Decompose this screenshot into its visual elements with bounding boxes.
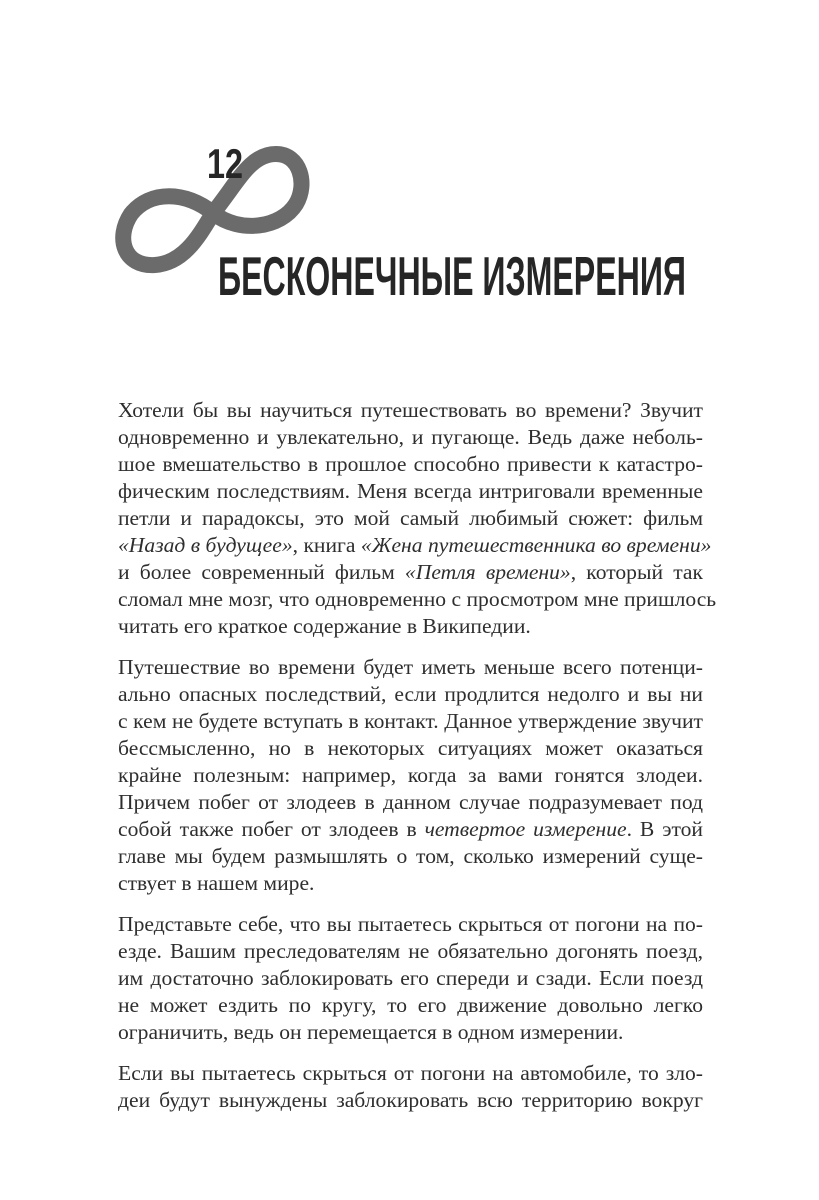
- text-segment: им достаточно заблокировать его спереди и сзади. Если поезд: [118, 966, 703, 990]
- text-segment: шое вмешательство в прошлое способно привести к катастро-: [118, 452, 703, 476]
- text-segment: читать его краткое содержание в Википедии.: [118, 614, 531, 638]
- text-line: [118, 870, 703, 897]
- text-segment: деи будут вынуждены заблокировать всю территорию вокруг: [118, 1088, 703, 1112]
- text-line: [118, 681, 703, 708]
- text-segment: и более современный фильм: [118, 560, 405, 584]
- text-line: [118, 613, 703, 640]
- text-line: [118, 789, 703, 816]
- text-segment: Если вы пытаетесь скрыться от погони на автомобиле, то зло-: [118, 1061, 703, 1085]
- text-line: [118, 708, 703, 735]
- text-line: [118, 478, 703, 505]
- paragraph-1: [118, 397, 717, 640]
- italic-title: «Жена путешественника во времени»: [360, 533, 712, 557]
- text-segment: Путешествие во времени будет иметь меньше всего потенци-: [118, 655, 703, 679]
- text-segment: ствует в нашем мире.: [118, 871, 315, 895]
- text-segment: , книга: [292, 533, 361, 557]
- italic-title: «Назад в будущее»: [118, 533, 293, 557]
- text-segment: Причем побег от злодеев в данном случае подразумевает под: [118, 790, 703, 814]
- text-line: [118, 532, 712, 559]
- text-line: [118, 1019, 703, 1046]
- text-segment: собой также побег от злодеев в: [118, 817, 425, 841]
- paragraph-3: [118, 911, 703, 1046]
- text-line: [118, 843, 703, 870]
- text-segment: главе мы будем размышлять о том, сколько измерений суще-: [118, 844, 703, 868]
- text-line: [118, 965, 703, 992]
- body-text: [118, 397, 717, 1128]
- text-segment: сломал мне мозг, что одновременно с просмотром мне пришлось: [118, 587, 717, 611]
- text-line: [118, 424, 703, 451]
- text-segment: не может ездить по кругу, то его движение довольно легко: [118, 993, 703, 1017]
- text-segment: одновременно и увлекательно, и пугающе. Ведь даже неболь-: [118, 425, 703, 449]
- text-segment: Хотели бы вы научиться путешествовать во времени? Звучит: [118, 398, 703, 422]
- text-segment: ально опасных последствий, если продлится недолго и вы ни: [118, 682, 703, 706]
- paragraph-4: [118, 1060, 703, 1114]
- text-segment: Представьте себе, что вы пытаетесь скрыться от погони на по-: [118, 912, 703, 936]
- text-segment: , который так: [570, 560, 703, 584]
- text-line: [118, 735, 703, 762]
- text-segment: езде. Вашим преследователям не обязательно догонять поезд,: [118, 939, 703, 963]
- text-segment: с кем не будете вступать в контакт. Данное утверждение звучит: [118, 709, 703, 733]
- text-line: [118, 911, 703, 938]
- text-line: [118, 505, 703, 532]
- text-line: [118, 559, 703, 586]
- text-line: [118, 451, 703, 478]
- text-segment: петли и парадоксы, это мой самый любимый сюжет: фильм: [118, 506, 703, 530]
- chapter-number: 12: [207, 140, 243, 187]
- chapter-title: БЕСКОНЕЧНЫЕ ИЗМЕРЕНИЯ: [218, 245, 686, 307]
- text-line: [118, 397, 703, 424]
- text-line: [118, 1087, 703, 1114]
- text-line: [118, 1060, 703, 1087]
- text-line: [118, 992, 703, 1019]
- text-segment: . В этой: [626, 817, 703, 841]
- text-line: [118, 938, 703, 965]
- paragraph-2: [118, 654, 703, 897]
- text-segment: бессмысленно, но в некоторых ситуациях может оказаться: [118, 736, 703, 760]
- italic-title: «Петля времени»: [404, 560, 571, 584]
- text-segment: крайне полезным: например, когда за вами гонятся злодеи.: [118, 763, 703, 787]
- chapter-header: [0, 0, 819, 330]
- text-line: [118, 762, 703, 789]
- text-line: [118, 586, 717, 613]
- italic-title: четвертое измерение: [424, 817, 627, 841]
- text-segment: фическим последствиям. Меня всегда интриговали временные: [118, 479, 703, 503]
- text-segment: ограничить, ведь он перемещается в одном измерении.: [118, 1020, 624, 1044]
- text-line: [118, 654, 703, 681]
- text-line: [118, 816, 703, 843]
